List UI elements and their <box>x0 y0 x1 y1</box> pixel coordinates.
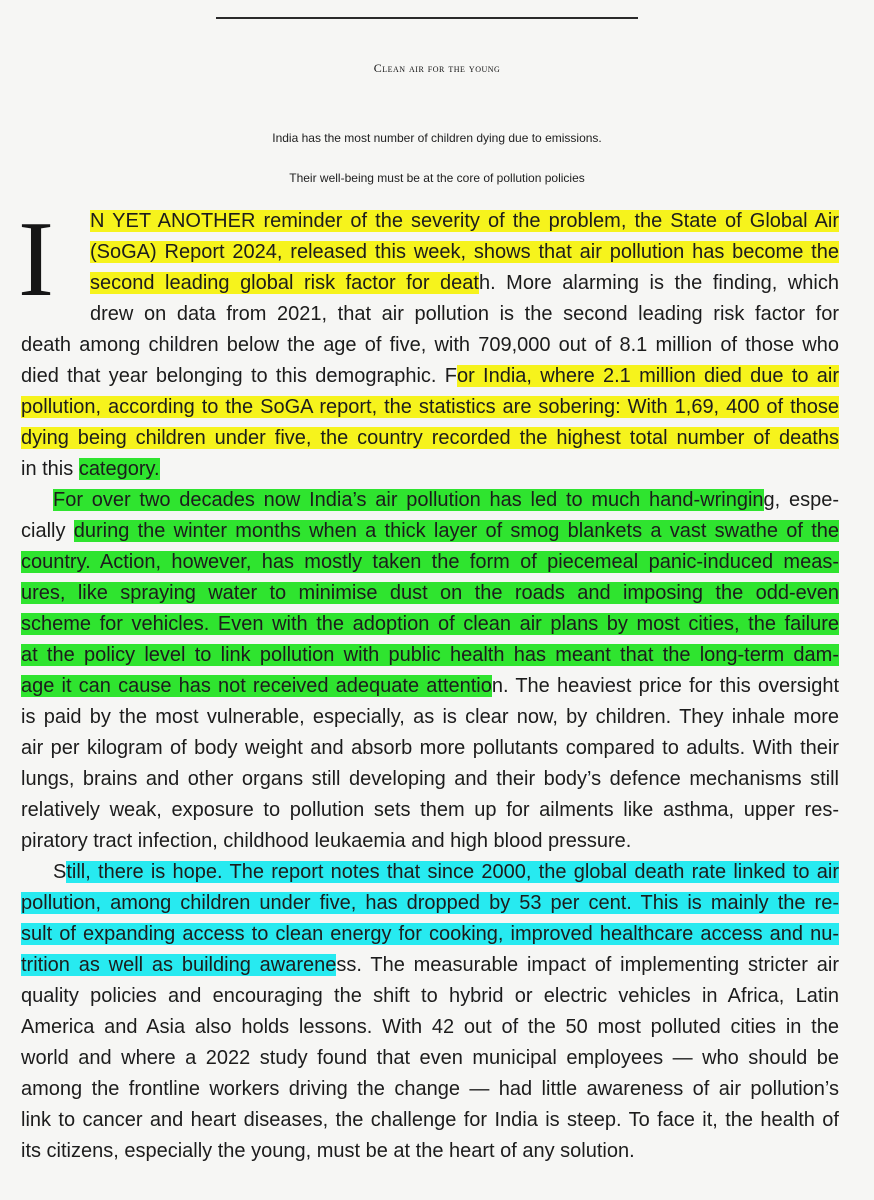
text-line <box>53 485 839 516</box>
text-run: h. More alarming is the finding, which <box>478 272 839 294</box>
text-line: death among children below the age of five, with 709,000 out of 8.1 million of those who <box>21 334 839 356</box>
highlight-green: scheme for vehicles. Even with the adoption of clean air plans by most cities, the failure <box>21 613 839 635</box>
text-line: relatively weak, exposure to pollution sets them up for ailments like asthma, upper res- <box>21 799 839 821</box>
highlight-cyan: sult of expanding access to clean energy for cooking, improved healthcare access and nu- <box>21 923 839 945</box>
highlight-cyan: till, there is hope. The report notes that since 2000, the global death rate linked to air <box>66 861 839 883</box>
highlight-yellow: N YET ANOTHER reminder of the severity of the problem, the State of Global Air <box>90 210 839 232</box>
text-line: drew on data from 2021, that air pollution is the second leading risk factor for <box>90 303 839 325</box>
highlight-green: at the policy level to link pollution with public health has meant that the long-term dam- <box>21 644 839 666</box>
text-line: air per kilogram of body weight and absorb more pollutants compared to adults. With their <box>21 737 839 759</box>
text-line <box>21 640 839 671</box>
text-run: S <box>53 861 67 883</box>
text-line: quality policies and encouraging the shift to hybrid or electric vehicles in Africa, Latin <box>21 985 839 1007</box>
highlight-green: country. Action, however, has mostly taken the form of piecemeal panic-induced meas- <box>21 551 839 573</box>
text-line: its citizens, especially the young, must be at the heart of any solution. <box>21 1140 635 1162</box>
text-line <box>21 578 839 609</box>
text-line <box>21 361 839 392</box>
highlight-yellow: pollution, according to the SoGA report, the statistics are sobering: With 1,69, 400 of those <box>21 396 839 418</box>
text-line <box>21 392 839 423</box>
text-run: ss. The measurable impact of implementing stricter air <box>336 954 839 976</box>
highlight-green: category. <box>78 458 160 480</box>
highlight-yellow: dying being children under five, the country recorded the highest total number of deaths <box>21 427 839 449</box>
highlight-cyan: pollution, among children under five, has dropped by 53 per cent. This is mainly the re- <box>21 892 839 914</box>
text-line: world and where a 2022 study found that even municipal employees — who should be <box>21 1047 839 1069</box>
top-rule <box>216 17 638 19</box>
text-line <box>90 268 839 299</box>
highlight-yellow: or India, where 2.1 million died due to air <box>456 365 839 387</box>
highlight-green: ures, like spraying water to minimise dust on the roads and imposing the odd-even <box>21 582 839 604</box>
text-line: is paid by the most vulnerable, especially, as is clear now, by children. They inhale more <box>21 706 839 728</box>
highlight-green: age it can cause has not received adequate attentio <box>21 675 492 697</box>
text-line <box>21 888 839 919</box>
highlight-yellow: (SoGA) Report 2024, released this week, shows that air pollution has become the <box>90 241 839 263</box>
text-line: among the frontline workers driving the change — had little awareness of air pollution’s <box>21 1078 839 1100</box>
text-line <box>21 919 839 950</box>
text-run: n. The heaviest price for this oversight <box>491 675 839 697</box>
text-line: America and Asia also holds lessons. With 42 out of the 50 most polluted cities in the <box>21 1016 839 1038</box>
text-line <box>90 237 839 268</box>
headline-rest: lean air for the young <box>382 61 501 75</box>
standfirst <box>0 118 874 198</box>
text-line <box>21 950 839 981</box>
highlight-cyan: trition as well as building awarene <box>21 954 337 976</box>
headline-initial: C <box>373 61 383 75</box>
text-line: piratory tract infection, childhood leukaemia and high blood pressure. <box>21 830 632 852</box>
highlight-green: during the winter months when a thick layer of smog blankets a vast swathe of the <box>73 520 840 542</box>
text-line <box>90 206 839 237</box>
highlight-green: For over two decades now India’s air pollution has led to much hand-wringin <box>53 489 764 511</box>
text-run: in this <box>21 458 79 480</box>
text-run: g, espe- <box>763 489 840 511</box>
text-line <box>21 454 839 485</box>
text-line <box>53 857 839 888</box>
standfirst-line-2: Their well-being must be at the core of pollution policies <box>289 171 585 185</box>
text-line: link to cancer and heart diseases, the challenge for India is steep. To face it, the health of <box>21 1109 839 1131</box>
text-line <box>21 671 839 702</box>
text-line: lungs, brains and other organs still developing and their body’s defence mechanisms still <box>21 768 839 790</box>
headline <box>0 30 874 106</box>
text-line <box>21 609 839 640</box>
text-line <box>21 423 839 454</box>
text-line <box>21 516 839 547</box>
text-line <box>21 547 839 578</box>
drop-cap: I <box>18 200 54 319</box>
text-run: died that year belonging to this demographic. F <box>21 365 457 387</box>
text-run: cially <box>21 520 74 542</box>
standfirst-line-1: India has the most number of children dying due to emissions. <box>272 131 602 145</box>
highlight-yellow: second leading global risk factor for deat <box>90 272 479 294</box>
